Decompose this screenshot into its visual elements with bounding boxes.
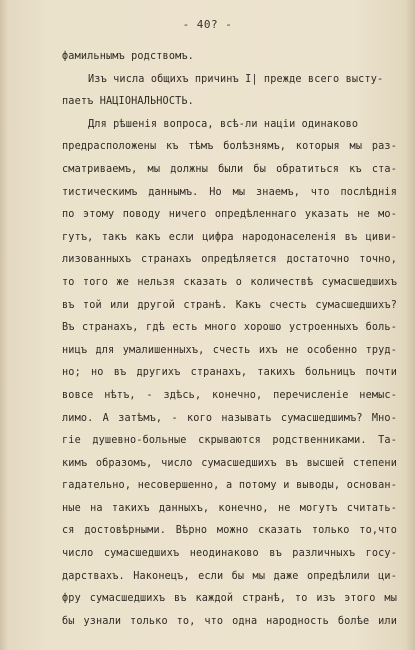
text-line: фамильнымъ родствомъ. xyxy=(62,51,194,62)
body-text xyxy=(62,46,397,633)
text-line: то того же нельзя сказать о количествѣ сумасшедшихъ xyxy=(62,276,397,288)
page-number: - 40? - xyxy=(182,18,233,31)
text-line: сматриваемъ, мы должны были бы обратиться къ ста- xyxy=(62,163,397,175)
text-line: Для рѣшенiя вопроса, всѣ-ли нацiи одинаково xyxy=(88,118,359,130)
page-edge-shadow-left xyxy=(0,0,8,650)
text-line: фру сумасшедшихъ въ каждой странѣ, то изъ этого мы xyxy=(62,593,397,605)
text-line: ся достовѣрными. Вѣрно можно сказать только то,что xyxy=(62,525,397,537)
text-line: тистическимъ даннымъ. Но мы знаемъ, что послѣднiя xyxy=(62,186,397,198)
text-line: дарствахъ. Наконецъ, если бы мы даже опредѣлили ци- xyxy=(62,570,397,582)
page-edge-shadow-right xyxy=(405,0,415,650)
text-line: гадательно, несовершенно, а потому и выводы, основан- xyxy=(62,480,397,492)
text-line: ные на такихъ данныхъ, конечно, не могутъ считать- xyxy=(62,502,397,514)
text-line: Изъ числа общихъ причинъ I| прежде всего высту- xyxy=(88,73,384,85)
text-line: гiе душевно-больные скрываются родственниками. Та- xyxy=(62,435,397,447)
text-line: но; но въ другихъ странахъ, такихъ больницъ почти xyxy=(62,367,397,379)
text-line: вовсе нѣтъ, - здѣсь, конечно, перечисленiе немыс- xyxy=(62,389,397,401)
text-line: число сумасшедшихъ неодинаково въ различныхъ госу- xyxy=(62,548,397,560)
text-line: Въ странахъ, гдѣ есть много хорошо устроенныхъ боль- xyxy=(62,322,397,334)
text-line: по этому поводу ничего опредѣленнаго указать не мо- xyxy=(62,209,397,221)
text-line: лимо. А затѣмъ, - кого называть сумасшедшимъ? Мно- xyxy=(62,412,397,424)
text-line: лизованныхъ странахъ опредѣляется достаточно точно, xyxy=(62,254,397,266)
text-line: бы узнали только то, что одна народность болѣе или xyxy=(62,615,397,627)
text-line: паетъ НАЦIОНАЛЬНОСТЬ. xyxy=(62,96,194,108)
text-line: ницъ для умалишенныхъ, счесть ихъ не особенно труд- xyxy=(62,344,397,356)
text-line: предрасположены къ тѣмъ болѣзнямъ, которыя мы раз- xyxy=(62,141,397,153)
text-line: въ той или другой странѣ. Какъ счесть сумасшедшихъ? xyxy=(62,299,397,311)
text-line: гутъ, такъ какъ если цифра народонаселенiя въ циви- xyxy=(62,231,397,243)
text-line: кимъ образомъ, число сумасшедшихъ въ высшей степени xyxy=(62,457,397,469)
